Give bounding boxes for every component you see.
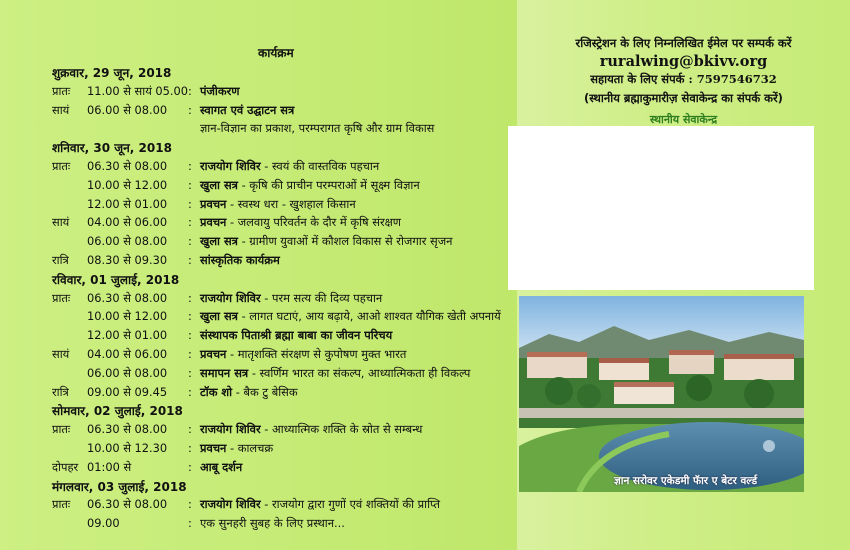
session-description (200, 385, 298, 400)
separator: : (188, 253, 192, 267)
session-time: 04.00 से 06.00 (87, 215, 168, 230)
local-center-blank-box (508, 126, 814, 290)
day-heading: रविवार, 01 जुलाई, 2018 (52, 272, 180, 287)
session-name: खुला सत्र (200, 177, 238, 192)
local-center-label: स्थानीय सेवाकेन्द्र (649, 113, 718, 126)
session-time: 08.30 से 09.30 (87, 253, 168, 267)
session-topic: ज्ञान-विज्ञान का प्रकाश, परम्परागत कृषि और ग्राम विकास (200, 121, 435, 136)
session-topic: - जलवायु परिवर्तन के दौर में कृषि संरक्षण (226, 215, 402, 230)
session-time: 11.00 से सायं 05.00 (87, 83, 189, 98)
session-name: प्रवचन (200, 441, 227, 455)
program-title: कार्यक्रम (258, 46, 294, 60)
separator: : (188, 365, 192, 380)
day-heading: सोमवार, 02 जुलाई, 2018 (52, 404, 183, 419)
session-topic: - स्वयं की वास्तविक पहचान (260, 159, 380, 173)
session-period: सायं (52, 215, 70, 230)
contact-email[interactable]: ruralwing@bkivv.org (599, 53, 768, 70)
session-description (200, 84, 240, 99)
session-name: राजयोग शिविर (200, 159, 261, 173)
session-period: सायं (52, 347, 70, 361)
session-time: 06.00 से 08.00 (87, 365, 168, 380)
separator: : (188, 290, 192, 305)
session-time: 06.30 से 08.00 (87, 159, 168, 173)
separator: : (188, 422, 192, 437)
session-time: 06.00 से 08.00 (87, 102, 168, 117)
session-topic: - स्वस्थ धरा - खुशहाल किसान (226, 196, 356, 211)
session-topic: - कृषि की प्राचीन परम्पराओं में सूक्ष्म विज्ञान (237, 177, 420, 192)
day-heading: शनिवार, 30 जून, 2018 (52, 141, 172, 156)
separator: : (188, 516, 192, 531)
day-heading: शुक्रवार, 29 जून, 2018 (52, 66, 172, 80)
session-description (200, 366, 470, 381)
session-description (200, 328, 392, 343)
separator: : (188, 384, 192, 399)
session-name: राजयोग शिविर (200, 497, 261, 512)
separator: : (188, 441, 192, 455)
session-description (200, 234, 452, 249)
session-time: 09.00 (87, 516, 120, 531)
session-time: 12.00 से 01.00 (87, 328, 168, 343)
session-name: पंजीकरण (200, 83, 240, 98)
session-description (200, 516, 345, 531)
academy-photo (519, 296, 804, 492)
session-description (200, 422, 422, 437)
session-name: टॉक शो (200, 384, 233, 399)
separator: : (188, 328, 192, 343)
session-topic: - स्वर्णिम भारत का संकल्प, आध्यात्मिकता ही विकल्प (248, 365, 471, 380)
separator: : (188, 309, 192, 324)
session-topic: - मातृशक्ति संरक्षण से कुपोषण मुक्त भारत (226, 347, 407, 361)
session-time: 10.00 से 12.00 (87, 177, 168, 192)
separator: : (188, 177, 192, 192)
session-description (200, 197, 356, 212)
session-name: खुला सत्र (200, 309, 238, 324)
session-time: 12.00 से 01.00 (87, 196, 168, 211)
session-description (200, 441, 273, 456)
separator: : (188, 196, 192, 211)
session-description (200, 291, 382, 306)
session-description (200, 215, 401, 230)
session-time: 06.30 से 08.00 (87, 290, 168, 305)
session-description (200, 460, 242, 475)
session-description (200, 159, 379, 174)
session-period: प्रातः (52, 422, 71, 437)
session-topic: एक सुनहरी सुबह के लिए प्रस्थान... (200, 516, 345, 531)
session-period: प्रातः (52, 290, 71, 305)
photo-caption: ज्ञान सरोवर एकेडमी फॅार ए बेटर वर्ल्ड (614, 475, 758, 487)
session-topic: - कालचक्र (226, 441, 274, 455)
separator: : (188, 497, 192, 512)
separator: : (188, 102, 192, 117)
session-description (200, 178, 420, 193)
academy-photo-image (519, 296, 804, 492)
session-time: 10.00 से 12.00 (87, 309, 168, 324)
session-name: खुला सत्र (200, 234, 238, 249)
session-topic: - ग्रामीण युवाओं में कौशल विकास से रोजगार सृजन (237, 234, 453, 249)
separator: : (188, 159, 192, 173)
separator: : (188, 234, 192, 249)
session-period: सायं (52, 102, 70, 117)
session-topic: - लागत घटाएं, आय बढ़ाये, आओ शाश्वत यौगिक खेती अपनायें (237, 309, 501, 324)
session-period: प्रातः (52, 497, 71, 512)
session-period: प्रातः (52, 83, 71, 98)
session-name: प्रवचन (200, 196, 227, 211)
session-description (200, 121, 434, 136)
session-time: 04.00 से 06.00 (87, 347, 168, 361)
session-description (200, 253, 280, 268)
session-period: दोपहर (52, 459, 79, 474)
session-name: स्वागत एवं उद्घाटन सत्र (200, 102, 295, 117)
session-time: 06.30 से 08.00 (87, 497, 168, 512)
session-description (200, 309, 501, 324)
session-topic: - बैक टु बेसिक (232, 384, 298, 399)
session-time: 01:00 से (87, 459, 132, 474)
session-name: प्रवचन (200, 347, 227, 361)
session-time: 09.00 से 09.45 (87, 384, 168, 399)
session-name: राजयोग शिविर (200, 290, 261, 305)
session-name: आबू दर्शन (200, 459, 243, 474)
day-heading: मंगलवार, 03 जुलाई, 2018 (52, 479, 187, 494)
session-description (200, 347, 406, 362)
session-period: रात्रि (52, 253, 69, 267)
separator: : (188, 83, 192, 98)
session-period: प्रातः (52, 159, 71, 173)
separator: : (188, 347, 192, 361)
registration-text: रजिस्ट्रेशन के लिए निम्नलिखित ईमेल पर सम्पर्क करें (575, 36, 792, 50)
session-time: 06.00 से 08.00 (87, 234, 168, 249)
session-name: संस्थापक पिताश्री ब्रह्मा बाबा का जीवन परिचय (200, 328, 393, 343)
session-name: प्रवचन (200, 215, 227, 230)
session-description (200, 103, 294, 118)
session-topic: - आध्यात्मिक शक्ति के स्रोत से सम्बन्ध (260, 422, 423, 437)
session-time: 10.00 से 12.30 (87, 441, 168, 455)
session-name: समापन सत्र (200, 365, 249, 380)
separator: : (188, 459, 192, 474)
session-topic: - राजयोग द्वारा गुणों एवं शक्तियों की प्राप्ति (260, 497, 441, 512)
helpline-text: सहायता के लिए संपर्क : 7597546732 (590, 72, 777, 86)
local-note: (स्थानीय ब्रह्माकुमारीज़ सेवाकेन्द्र का संपर्क करें) (584, 91, 783, 105)
session-description (200, 497, 440, 512)
session-name: सांस्कृतिक कार्यक्रम (200, 253, 280, 267)
separator: : (188, 215, 192, 230)
session-name: राजयोग शिविर (200, 422, 261, 437)
session-topic: - परम सत्य की दिव्य पहचान (260, 290, 383, 305)
session-period: रात्रि (52, 384, 69, 399)
session-time: 06.30 से 08.00 (87, 422, 168, 437)
